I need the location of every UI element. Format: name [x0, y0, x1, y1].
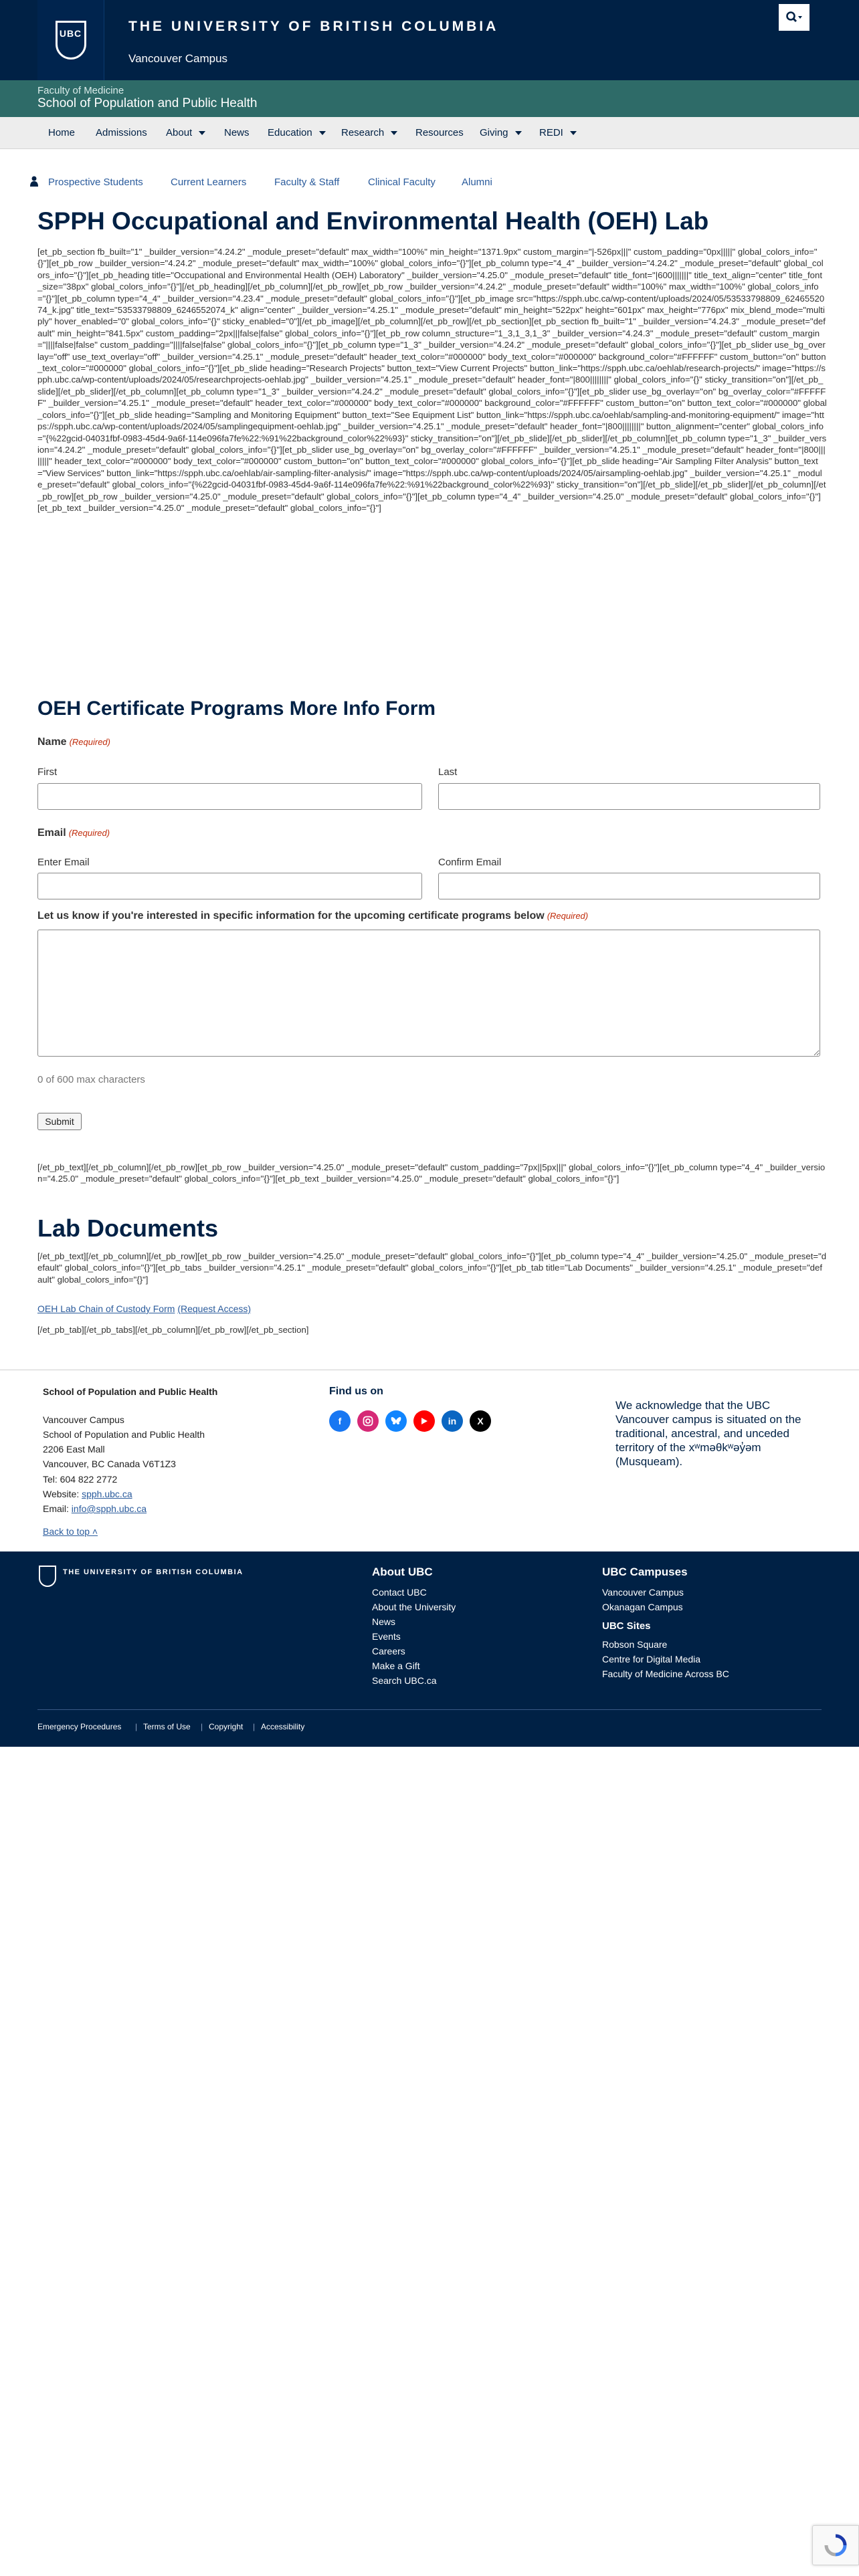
nav-item-giving[interactable]: Giving — [480, 127, 522, 138]
enter-email-label: Enter Email — [37, 857, 90, 868]
x-icon[interactable]: X — [470, 1410, 491, 1432]
nav-item-admissions[interactable]: Admissions — [96, 127, 147, 138]
chain-of-custody-link[interactable] — [37, 1303, 251, 1314]
search-icon — [785, 11, 803, 24]
footer-tel: Tel: 604 822 2772 — [43, 1474, 118, 1485]
required-indicator: (Required) — [69, 737, 110, 747]
shortcode-text-docs: [/et_pb_text][/et_pb_column][/et_pb_row][et_pb_row _builder_version="4.25.0" _module_preset="default" global_colors_info="{}"][et_pb_column type="4_4" _builder_version="4.25.0" _module_preset="default" global_colors_info="{}"][et_pb_tabs _builder_version="4.25.1" _module_preset="default" global_colors_info="{}"][et_pb_tab title="Lab Documents" _builder_version="4.25.1" _module_preset="default" global_colors_info="{}"] — [37, 1251, 827, 1285]
faculty-link[interactable]: Faculty of Medicine — [37, 85, 124, 96]
recaptcha-icon — [824, 2534, 847, 2557]
footer-link-okanagan[interactable]: Okanagan Campus — [602, 1602, 683, 1612]
search-toggle-button[interactable] — [779, 4, 809, 31]
audience-link-faculty-staff[interactable]: Faculty & Staff — [274, 177, 340, 188]
required-indicator: (Required) — [68, 828, 110, 838]
footer-link-contact[interactable]: Contact UBC — [372, 1587, 427, 1598]
audience-link-alumni[interactable]: Alumni — [462, 177, 492, 188]
legal-link-emergency[interactable]: Emergency Procedures — [37, 1722, 122, 1731]
ubc-footer-crest-icon — [39, 1566, 56, 1587]
submit-button[interactable]: Submit — [37, 1113, 82, 1130]
campus-title[interactable]: Vancouver Campus — [128, 52, 228, 65]
audience-link-clinical[interactable]: Clinical Faculty — [368, 177, 436, 188]
nav-item-resources[interactable]: Resources — [415, 127, 464, 138]
shortcode-text-mid: [/et_pb_text][/et_pb_column][/et_pb_row][et_pb_row _builder_version="4.25.0" _module_preset="default" custom_padding="7px||5px|||" global_colors_info="{}"][et_pb_column type="4_4" _builder_version="4.25.0" _module_preset="default" global_colors_info="{}"][et_pb_text _builder_version="4.25.0" _module_preset="default" global_colors_info="{}"] — [37, 1162, 826, 1184]
last-name-label: Last — [438, 766, 458, 778]
facebook-icon[interactable]: f — [329, 1410, 351, 1432]
character-counter: 0 of 600 max characters — [37, 1074, 145, 1085]
form-title: OEH Certificate Programs More Info Form — [37, 697, 436, 720]
school-link[interactable]: School of Population and Public Health — [37, 96, 258, 110]
nav-item-home[interactable]: Home — [48, 127, 76, 138]
first-name-input[interactable] — [37, 783, 422, 810]
request-access-link[interactable]: (Request Access) — [177, 1303, 252, 1314]
first-name-label: First — [37, 766, 58, 778]
chevron-down-icon — [319, 131, 326, 135]
legal-separator: | — [135, 1722, 138, 1731]
interest-label: Let us know if you're interested in specific information for the upcoming certificate programs below (Required) — [37, 910, 589, 922]
footer-link-med-bc[interactable]: Faculty of Medicine Across BC — [602, 1669, 729, 1679]
nav-item-news[interactable]: News — [224, 127, 250, 138]
nav-item-education[interactable]: Education — [268, 127, 326, 138]
recaptcha-badge[interactable] — [812, 2525, 859, 2565]
about-ubc-heading: About UBC — [372, 1566, 433, 1578]
legal-link-terms[interactable]: Terms of Use — [143, 1722, 191, 1731]
custody-form-link[interactable]: OEH Lab Chain of Custody Form — [37, 1303, 175, 1314]
nav-item-about[interactable]: About — [166, 127, 205, 138]
back-to-top-link[interactable]: Back to top ˄ — [43, 1526, 98, 1537]
footer-school: School of Population and Public Health — [43, 1429, 205, 1440]
nav-item-redi[interactable]: REDI — [539, 127, 577, 138]
footer-link-search[interactable]: Search UBC.ca — [372, 1675, 437, 1686]
interest-textarea[interactable] — [37, 930, 820, 1057]
footer-link-about[interactable]: About the University — [372, 1602, 456, 1612]
footer-link-robson[interactable]: Robson Square — [602, 1639, 668, 1650]
name-label: Name (Required) — [37, 736, 110, 748]
ubc-global-footer — [0, 1551, 859, 1747]
footer-link-events[interactable]: Events — [372, 1631, 401, 1642]
shortcode-text-end: [/et_pb_tab][/et_pb_tabs][/et_pb_column][/et_pb_row][/et_pb_section] — [37, 1325, 309, 1335]
footer-link-vancouver[interactable]: Vancouver Campus — [602, 1587, 684, 1598]
university-title[interactable]: THE UNIVERSITY OF BRITISH COLUMBIA — [128, 19, 499, 34]
footer-email-link[interactable]: info@spph.ubc.ca — [71, 1503, 147, 1514]
ubc-header — [0, 0, 859, 80]
chevron-down-icon — [570, 131, 577, 135]
footer-email: Email: info@spph.ubc.ca — [43, 1503, 147, 1514]
legal-link-accessibility[interactable]: Accessibility — [261, 1722, 305, 1731]
footer-unit-name: School of Population and Public Health — [43, 1386, 218, 1397]
ubc-sites-heading: UBC Sites — [602, 1620, 651, 1632]
instagram-icon[interactable] — [357, 1410, 379, 1432]
email-label: Email (Required) — [37, 827, 110, 839]
youtube-icon[interactable] — [413, 1410, 435, 1432]
chevron-down-icon — [391, 131, 397, 135]
confirm-email-input[interactable] — [438, 873, 820, 899]
footer-website-link[interactable]: spph.ubc.ca — [82, 1489, 132, 1499]
ubc-campuses-heading: UBC Campuses — [602, 1566, 688, 1578]
confirm-email-label: Confirm Email — [438, 857, 502, 868]
legal-divider — [37, 1709, 822, 1710]
person-icon — [30, 176, 38, 187]
land-acknowledgement: We acknowledge that the UBC Vancouver campus is situated on the traditional, ancestral, and unceded territory of the xʷməθkʷəy̓əm (Musqueam). — [615, 1399, 801, 1468]
legal-link-copyright[interactable]: Copyright — [209, 1722, 244, 1731]
chevron-down-icon — [515, 131, 522, 135]
linkedin-icon[interactable]: in — [442, 1410, 463, 1432]
last-name-input[interactable] — [438, 783, 820, 810]
footer-city: Vancouver, BC Canada V6T1Z3 — [43, 1459, 176, 1469]
nav-item-research[interactable]: Research — [341, 127, 397, 138]
audience-link-current[interactable]: Current Learners — [171, 177, 247, 188]
ubc-crest-icon: UBC — [56, 21, 86, 60]
footer-campus: Vancouver Campus — [43, 1414, 124, 1425]
audience-link-prospective[interactable]: Prospective Students — [48, 177, 143, 188]
chevron-down-icon — [199, 131, 205, 135]
legal-separator: | — [253, 1722, 256, 1731]
shortcode-text-top: [et_pb_section fb_built="1" _builder_version="4.24.2" _module_preset="default" max_width="100%" min_height="1371.9px" custom_margin="|-526px|||" custom_padding="0px|||||" global_colors_info="{}"][et_pb_row _builder_version="4.24.2" _module_preset="default" max_width="100%" global_colors_info="{}"][et_pb_column type="4_4" _builder_version="4.24.2" _module_preset="default" global_colors_info="{}"][et_pb_heading title="Occupational and Environmental Health (OEH) Laboratory" _builder_version="4.25.0" _module_preset="default" title_font="|600|||||||" title_text_align="center" title_font_size="38px" global_colors_info="{}"][/et_pb_heading][/et_pb_column][/et_pb_row][et_pb_row _builder_version="4.24.2" _module_preset="default" width="100%" max_width="100%" global_colors_info="{}"][et_pb_column type="4_4" _builder_version="4.23.4" _module_preset="default" global_colors_info="{}"][et_pb_image src="https://spph.ubc.ca/wp-content/uploads/2024/05/53533798809_6246552074_k.jpg" title_text="53533798809_6246552074_k" align="center" _builder_version="4.25.1" _module_preset="default" min_height="522px" height="601px" max_height="776px" mix_blend_mode="multiply" hover_enabled="0" global_colors_info="{}" sticky_enabled="0"][/et_pb_image][/et_pb_column][/et_pb_row][/et_pb_section][et_pb_section fb_built="1" _builder_version="4.24.3" _module_preset="default" min_height="841.5px" custom_padding="2px|||false|false" global_colors_info="{}"][et_pb_row column_structure="1_3,1_3,1_3" _builder_version="4.24.3" _module_preset="default" custom_margin="||||false|false" custom_padding="||||false|false" global_colors_info="{}"][et_pb_column type="1_3" _builder_version="4.24.2" _module_preset="default" global_colors_info="{}"][et_pb_slider use_bg_overlay="off" use_text_overlay="off" _builder_version="4.25.1" _module_preset="default" header_text_color="#000000" body_text_color="#000000" background_color="#FFFFFF" custom_button="on" button_text_color="#000000" global_colors_info="{}"][et_pb_slide heading="Research Projects" button_text="View Current Projects" button_link="https://spph.ubc.ca/oehlab/research-projects/" image="https://spph.ubc.ca/wp-content/uploads/2024/05/researchprojects-oehlab.jpg" _builder_version="4.25.1" _module_preset="default" header_font="|800||||||||" global_colors_info="{}" sticky_transition="on"][/et_pb_slide][/et_pb_slider][/et_pb_column][et_pb_column type="1_3" _builder_version="4.24.2" _module_preset="default" global_colors_info="{}"][et_pb_slider use_bg_overlay="on" bg_overlay_color="#FFFFFF" _builder_version="4.25.1" _module_preset="default" header_text_color="#000000" body_text_color="#000000" background_color="#FFFFFF" custom_button="on" button_text_color="#000000" global_colors_info="{}"][et_pb_slide heading="Sampling and Monitoring Equipment" button_text="See Equipment List" button_link="https://spph.ubc.ca/oehlab/sampling-and-monitoring-equipment/" image="https://spph.ubc.ca/wp-content/uploads/2024/05/samplingequipment-oehlab.jpg" _builder_version="4.25.1" _module_preset="default" header_font="|800||||||||" button_alignment="center" global_colors_info="{%22gcid-04031fbf-0983-45d4-9a6f-114e096fa7fe%22:%91%22background_color%22%93}" sticky_transition="on"][/et_pb_slide][/et_pb_slider][/et_pb_column][et_pb_column type="1_3" _builder_version="4.24.2" _module_preset="default" global_colors_info="{}"][et_pb_slider use_bg_overlay="on" bg_overlay_color="#FFFFFF" _builder_version="4.25.1" _module_preset="default" header_font="|800||||||||" header_text_color="#000000" body_text_color="#000000" custom_button="on" button_text_color="#000000" global_colors_info="{}"][et_pb_slide heading="Air Sampling Filter Analysis" button_text="View Services" button_link="https://spph.ubc.ca/oehlab/air-sampling-filter-analysis/" image="https://spph.ubc.ca/wp-content/uploads/2024/05/airsampling-oehlab.jpg" _builder_version="4.25.1" _module_preset="default" global_colors_info="{%22gcid-04031fbf-0983-45d4-9a6f-114e096fa7fe%22:%91%22background_color%22%93}" sticky_transition="on"][/et_pb_slide][/et_pb_slider][/et_pb_column][/et_pb_row][et_pb_row _builder_version="4.25.0" _module_preset="default" global_colors_info="{}"][et_pb_column type="4_4" _builder_version="4.25.0" _module_preset="default" global_colors_info="{}"][et_pb_text _builder_version="4.25.0" _module_preset="default" global_colors_info="{}"] — [37, 247, 827, 513]
footer-link-news[interactable]: News — [372, 1616, 396, 1627]
bluesky-icon[interactable] — [385, 1410, 407, 1432]
footer-link-gift[interactable]: Make a Gift — [372, 1660, 420, 1671]
legal-separator: | — [201, 1722, 203, 1731]
email-input[interactable] — [37, 873, 422, 899]
page-title: SPPH Occupational and Environmental Health (OEH) Lab — [37, 207, 709, 235]
ubc-footer-logo-text[interactable]: THE UNIVERSITY OF BRITISH COLUMBIA — [63, 1568, 244, 1576]
ubc-crest-link[interactable] — [37, 0, 104, 80]
find-us-heading: Find us on — [329, 1386, 383, 1397]
footer-link-cdm[interactable]: Centre for Digital Media — [602, 1654, 701, 1665]
footer-link-careers[interactable]: Careers — [372, 1646, 405, 1656]
required-indicator: (Required) — [547, 911, 589, 921]
footer-address: 2206 East Mall — [43, 1444, 105, 1455]
lab-documents-title: Lab Documents — [37, 1214, 219, 1242]
footer-website: Website: spph.ubc.ca — [43, 1489, 132, 1499]
